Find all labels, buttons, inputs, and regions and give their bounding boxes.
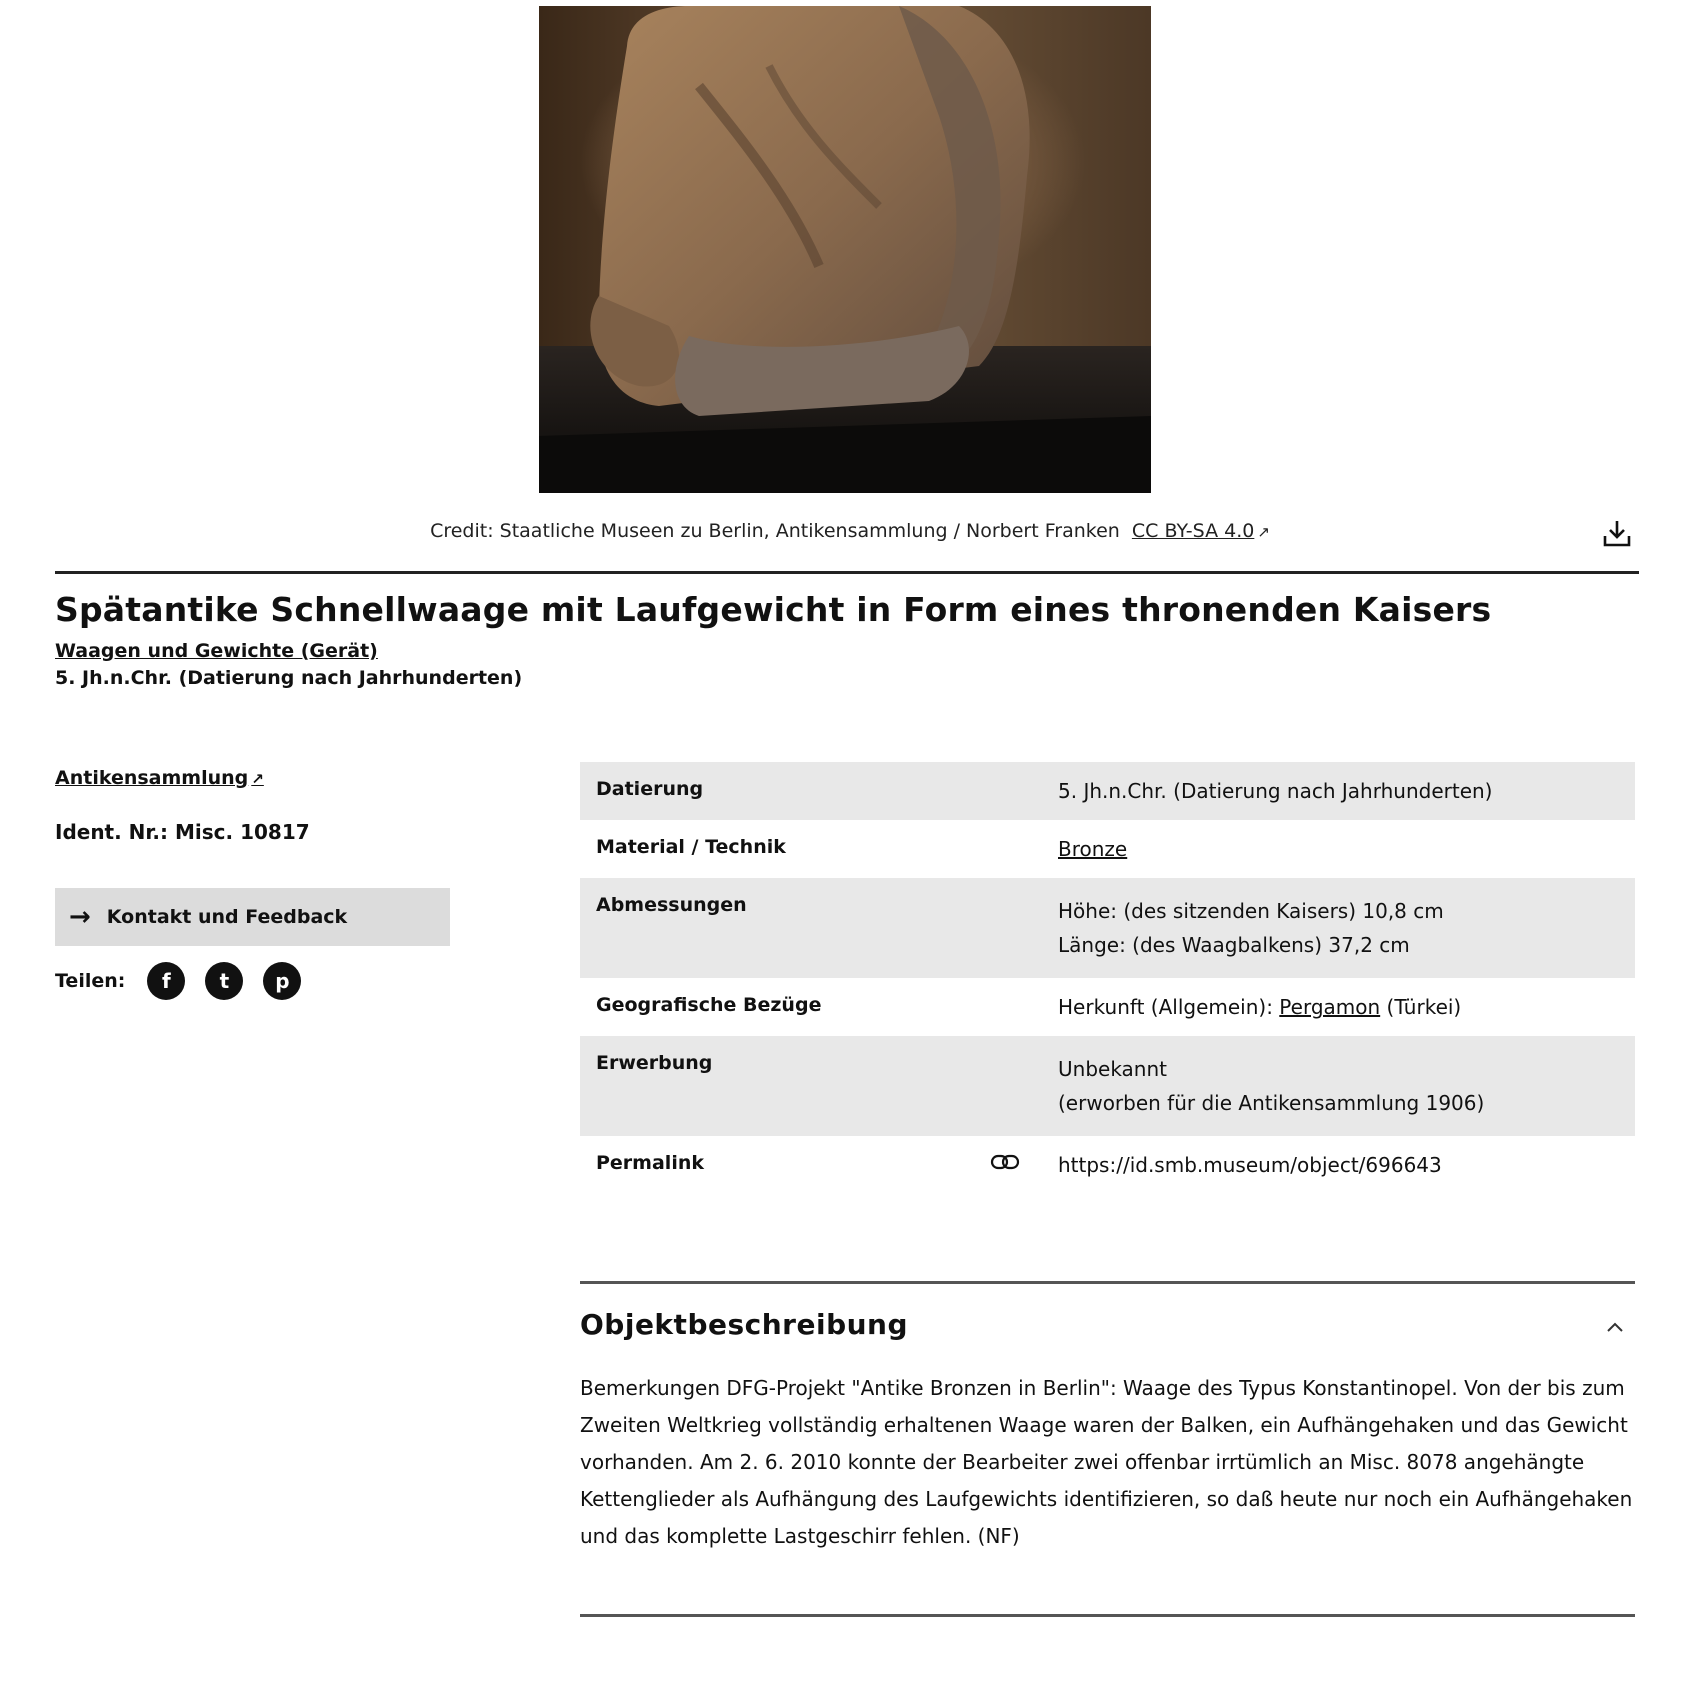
- permalink-value[interactable]: https://id.smb.museum/object/696643: [1058, 1153, 1442, 1177]
- description-text: Bemerkungen DFG-Projekt "Antike Bronzen in Berlin": Waage des Typus Konstantinopel. Von der bis zum Zweiten Weltkrieg vollständig erhaltenen Waage waren der Balken, ein Aufhängehaken und das Gewicht vorhanden. Am 2. 6. 2010 konnte der Bearbeiter zwei offenbar irrtümlich an Misc. 8078 angehängte Kettenglieder als Aufhängung des Laufgewichts identifizieren, so daß heute nur noch ein Aufhängehaken und das komplette Lastgeschirr fehlen. (NF): [580, 1376, 1633, 1548]
- twitter-icon[interactable]: t: [205, 962, 243, 1000]
- external-link-icon: ↗: [1257, 523, 1270, 541]
- table-row: [580, 1136, 1635, 1194]
- material-link[interactable]: Bronze: [1058, 837, 1128, 861]
- dimension-height: Höhe: (des sitzenden Kaisers) 10,8 cm: [1058, 899, 1444, 923]
- download-icon: [1602, 518, 1632, 548]
- object-details-table: [580, 762, 1635, 1194]
- license-link[interactable]: CC BY-SA 4.0: [1131, 520, 1255, 542]
- pinterest-icon[interactable]: p: [263, 962, 301, 1000]
- acquisition-note: (erworben für die Antikensammlung 1906): [1058, 1091, 1485, 1115]
- collection-label: Antikensammlung: [55, 767, 249, 789]
- share-label: Teilen:: [55, 970, 126, 992]
- divider: [580, 1614, 1635, 1617]
- table-row: [580, 978, 1635, 1036]
- copy-permalink-button[interactable]: [956, 1136, 1020, 1194]
- collapse-button[interactable]: [1600, 1312, 1630, 1342]
- ident-number: Ident. Nr.: Misc. 10817: [55, 820, 310, 844]
- arrow-right-icon: →: [69, 902, 91, 932]
- link-icon: [990, 1153, 1020, 1171]
- description-heading: Objektbeschreibung: [580, 1308, 909, 1341]
- collection-link[interactable]: [55, 767, 264, 789]
- facebook-icon[interactable]: f: [147, 962, 185, 1000]
- object-title: Spätantike Schnellwaage mit Laufgewicht in Form eines thronenden Kaisers: [55, 590, 1492, 629]
- contact-feedback-button[interactable]: [55, 888, 450, 946]
- object-photo[interactable]: [539, 6, 1151, 493]
- row-label: Erwerbung: [596, 1052, 713, 1074]
- table-row: [580, 878, 1635, 978]
- image-credit: [0, 520, 1700, 542]
- contact-label: Kontakt und Feedback: [106, 906, 348, 928]
- table-row: [580, 762, 1635, 820]
- dimension-length: Länge: (des Waagbalkens) 37,2 cm: [1058, 933, 1410, 957]
- download-button[interactable]: [1600, 516, 1634, 550]
- row-label: Datierung: [596, 778, 704, 800]
- row-label: Abmessungen: [596, 894, 747, 916]
- table-row: [580, 1036, 1635, 1136]
- category-link[interactable]: Waagen und Gewichte (Gerät): [55, 640, 378, 662]
- external-link-icon: ↗: [251, 770, 264, 788]
- row-label: Geografische Bezüge: [596, 994, 822, 1016]
- divider: [580, 1281, 1635, 1284]
- divider: [55, 571, 1639, 574]
- place-link[interactable]: Pergamon: [1279, 995, 1381, 1019]
- row-label: Permalink: [596, 1152, 704, 1174]
- geo-suffix: (Türkei): [1386, 995, 1462, 1019]
- row-value: 5. Jh.n.Chr. (Datierung nach Jahrhunderten): [1058, 779, 1493, 803]
- row-label: Material / Technik: [596, 836, 786, 858]
- acquisition-value: Unbekannt: [1058, 1057, 1167, 1081]
- chevron-up-icon: [1605, 1321, 1625, 1333]
- geo-prefix: Herkunft (Allgemein):: [1058, 995, 1273, 1019]
- bronze-figure-image: [539, 6, 1151, 493]
- share-bar: [55, 962, 321, 1000]
- table-row: [580, 820, 1635, 878]
- credit-text: Credit: Staatliche Museen zu Berlin, Antikensammlung / Norbert Franken: [430, 520, 1120, 542]
- object-dating: 5. Jh.n.Chr. (Datierung nach Jahrhunderten): [55, 667, 523, 689]
